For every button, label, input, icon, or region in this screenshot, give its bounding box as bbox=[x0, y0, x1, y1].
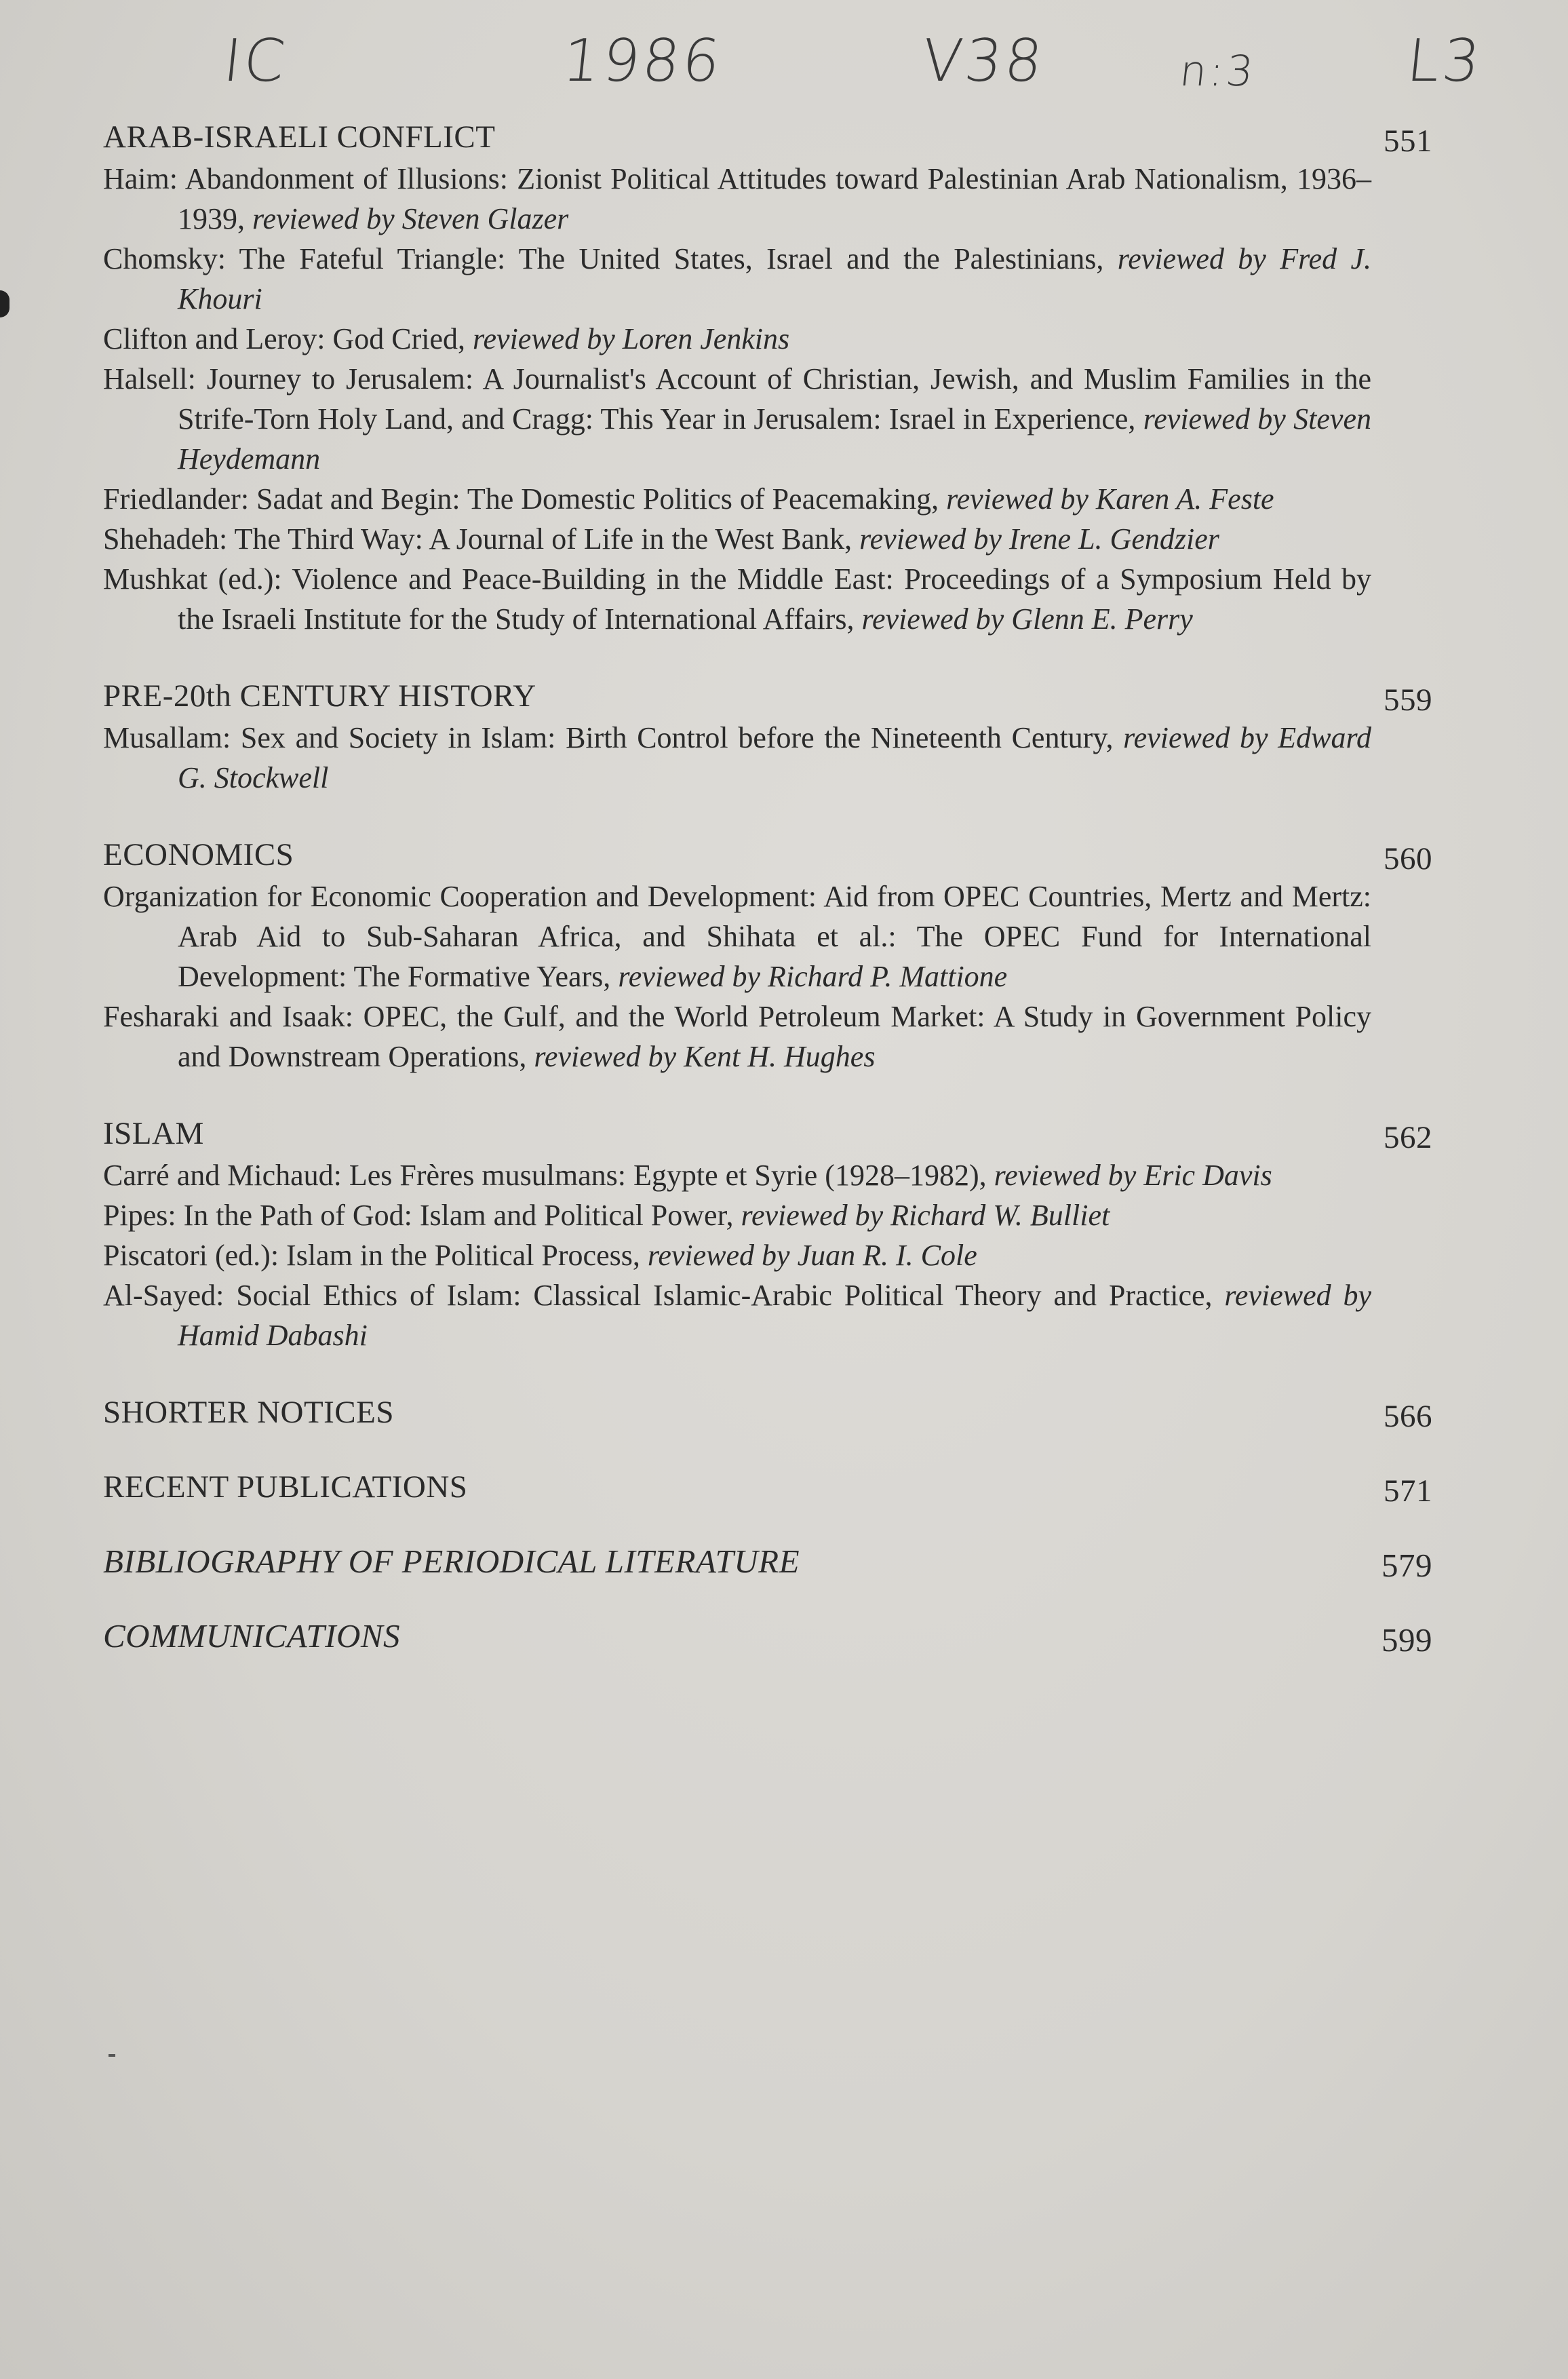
section-heading bbox=[103, 115, 1432, 159]
toc-section-economics bbox=[103, 833, 1432, 1077]
entry-title: Al-Sayed: Social Ethics of Islam: Classical Islamic-Arabic Political Theory and Practice, bbox=[103, 1279, 1225, 1312]
toc-section-arab-israeli-conflict bbox=[103, 115, 1432, 639]
review-entry bbox=[103, 1235, 1371, 1275]
section-heading bbox=[103, 1112, 1432, 1155]
toc-section-pre-20th-century-history bbox=[103, 674, 1432, 798]
entry-title: Chomsky: The Fateful Triangle: The United States, Israel and the Palestinians, bbox=[103, 242, 1118, 275]
section-title: ECONOMICS bbox=[103, 837, 294, 872]
entry-title: Friedlander: Sadat and Begin: The Domestic Politics of Peacemaking, bbox=[103, 482, 947, 516]
section-heading bbox=[103, 833, 1432, 876]
section-title: ISLAM bbox=[103, 1116, 204, 1151]
section-page-number: 566 bbox=[1384, 1399, 1432, 1434]
review-entry bbox=[103, 718, 1371, 798]
review-entry bbox=[103, 319, 1371, 359]
entry-title: Organization for Economic Cooperation and Development: Aid from OPEC Countries, Mertz and Mertz: Arab Aid to Sub-Saharan Africa, and Shihata et al.: The OPEC Fund for International Development: The Formative Years, bbox=[103, 880, 1371, 993]
handwriting-year: 1986 bbox=[559, 27, 726, 95]
handwritten-annotation bbox=[0, 20, 1568, 109]
entry-reviewer: reviewed by Loren Jenkins bbox=[473, 322, 790, 355]
entry-title: Fesharaki and Isaak: OPEC, the Gulf, and the World Petroleum Market: A Study in Government Policy and Downstream Operations, bbox=[103, 1000, 1371, 1073]
entry-reviewer: reviewed by Eric Davis bbox=[994, 1159, 1272, 1192]
table-of-contents bbox=[103, 115, 1432, 1689]
review-entry bbox=[103, 1275, 1371, 1355]
review-entry bbox=[103, 997, 1371, 1077]
entry-title: Musallam: Sex and Society in Islam: Birth Control before the Nineteenth Century, bbox=[103, 721, 1124, 754]
review-entry bbox=[103, 1155, 1371, 1195]
section-page-number: 562 bbox=[1384, 1120, 1432, 1155]
handwriting-number: n:3 bbox=[1177, 46, 1259, 96]
section-title: PRE-20th CENTURY HISTORY bbox=[103, 678, 536, 714]
review-entry bbox=[103, 519, 1371, 559]
section-page-number: 559 bbox=[1384, 682, 1432, 718]
section-page-number: 579 bbox=[1381, 1547, 1432, 1584]
entry-reviewer: reviewed by Richard W. Bulliet bbox=[741, 1199, 1110, 1232]
section-title: BIBLIOGRAPHY OF PERIODICAL LITERATURE bbox=[103, 1543, 800, 1580]
section-heading bbox=[103, 1391, 1432, 1434]
section-heading bbox=[103, 1614, 1432, 1658]
handwriting-call-letters: IC bbox=[220, 27, 291, 95]
section-title: SHORTER NOTICES bbox=[103, 1395, 395, 1430]
entry-title: Pipes: In the Path of God: Islam and Political Power, bbox=[103, 1199, 741, 1232]
section-heading bbox=[103, 1540, 1432, 1583]
section-page-number: 599 bbox=[1381, 1621, 1432, 1659]
section-heading bbox=[103, 674, 1432, 718]
entry-title: Piscatori (ed.): Islam in the Political Process, bbox=[103, 1239, 648, 1272]
section-title: RECENT PUBLICATIONS bbox=[103, 1469, 468, 1505]
entry-reviewer: reviewed by Edward G. Stockwell bbox=[178, 721, 1371, 794]
entry-title: Carré and Michaud: Les Frères musulmans: Egypte et Syrie (1928–1982), bbox=[103, 1159, 994, 1192]
review-entry bbox=[103, 479, 1371, 519]
entry-reviewer: reviewed by Hamid Dabashi bbox=[178, 1279, 1371, 1352]
toc-section-shorter-notices bbox=[103, 1391, 1432, 1434]
review-entry bbox=[103, 359, 1371, 479]
toc-section-recent-publications bbox=[103, 1465, 1432, 1509]
toc-section-bibliography bbox=[103, 1540, 1432, 1583]
entry-title: Mushkat (ed.): Violence and Peace-Building in the Middle East: Proceedings of a Symposium Held by the Israeli Institute for the Study of International Affairs, bbox=[103, 562, 1371, 636]
entry-title: Halsell: Journey to Jerusalem: A Journalist's Account of Christian, Jewish, and Muslim Families in the Strife-Torn Holy Land, and Cragg: This Year in Jerusalem: Israel in Experience, bbox=[103, 362, 1371, 436]
section-heading bbox=[103, 1465, 1432, 1509]
review-entry bbox=[103, 876, 1371, 997]
entry-reviewer: reviewed by Glenn E. Perry bbox=[861, 602, 1193, 636]
entry-reviewer: reviewed by Fred J. Khouri bbox=[178, 242, 1371, 315]
review-entry bbox=[103, 1195, 1371, 1235]
handwriting-volume: V38 bbox=[918, 27, 1048, 95]
entry-reviewer: reviewed by Kent H. Hughes bbox=[534, 1040, 876, 1073]
handwriting-code: L3 bbox=[1403, 27, 1486, 95]
section-title: ARAB-ISRAELI CONFLICT bbox=[103, 119, 496, 155]
entry-reviewer: reviewed by Richard P. Mattione bbox=[618, 960, 1008, 993]
entry-title: Clifton and Leroy: God Cried, bbox=[103, 322, 473, 355]
entry-title: Haim: Abandonment of Illusions: Zionist Political Attitudes toward Palestinian Arab Nationalism, 1936–1939, bbox=[103, 162, 1371, 235]
section-page-number: 560 bbox=[1384, 841, 1432, 876]
review-entry bbox=[103, 239, 1371, 319]
entry-title: Shehadeh: The Third Way: A Journal of Life in the West Bank, bbox=[103, 522, 860, 556]
section-page-number: 551 bbox=[1384, 123, 1432, 159]
toc-section-islam bbox=[103, 1112, 1432, 1355]
entry-reviewer: reviewed by Juan R. I. Cole bbox=[647, 1239, 977, 1272]
entry-reviewer: reviewed by Karen A. Feste bbox=[946, 482, 1274, 516]
review-entry bbox=[103, 559, 1371, 639]
entry-reviewer: reviewed by Steven Glazer bbox=[252, 202, 569, 235]
entry-reviewer: reviewed by Steven Heydemann bbox=[178, 402, 1371, 476]
section-title: COMMUNICATIONS bbox=[103, 1617, 401, 1655]
toc-section-communications bbox=[103, 1614, 1432, 1658]
entry-reviewer: reviewed by Irene L. Gendzier bbox=[859, 522, 1219, 556]
stray-mark bbox=[109, 2054, 115, 2057]
review-entry bbox=[103, 159, 1371, 239]
section-page-number: 571 bbox=[1384, 1473, 1432, 1509]
